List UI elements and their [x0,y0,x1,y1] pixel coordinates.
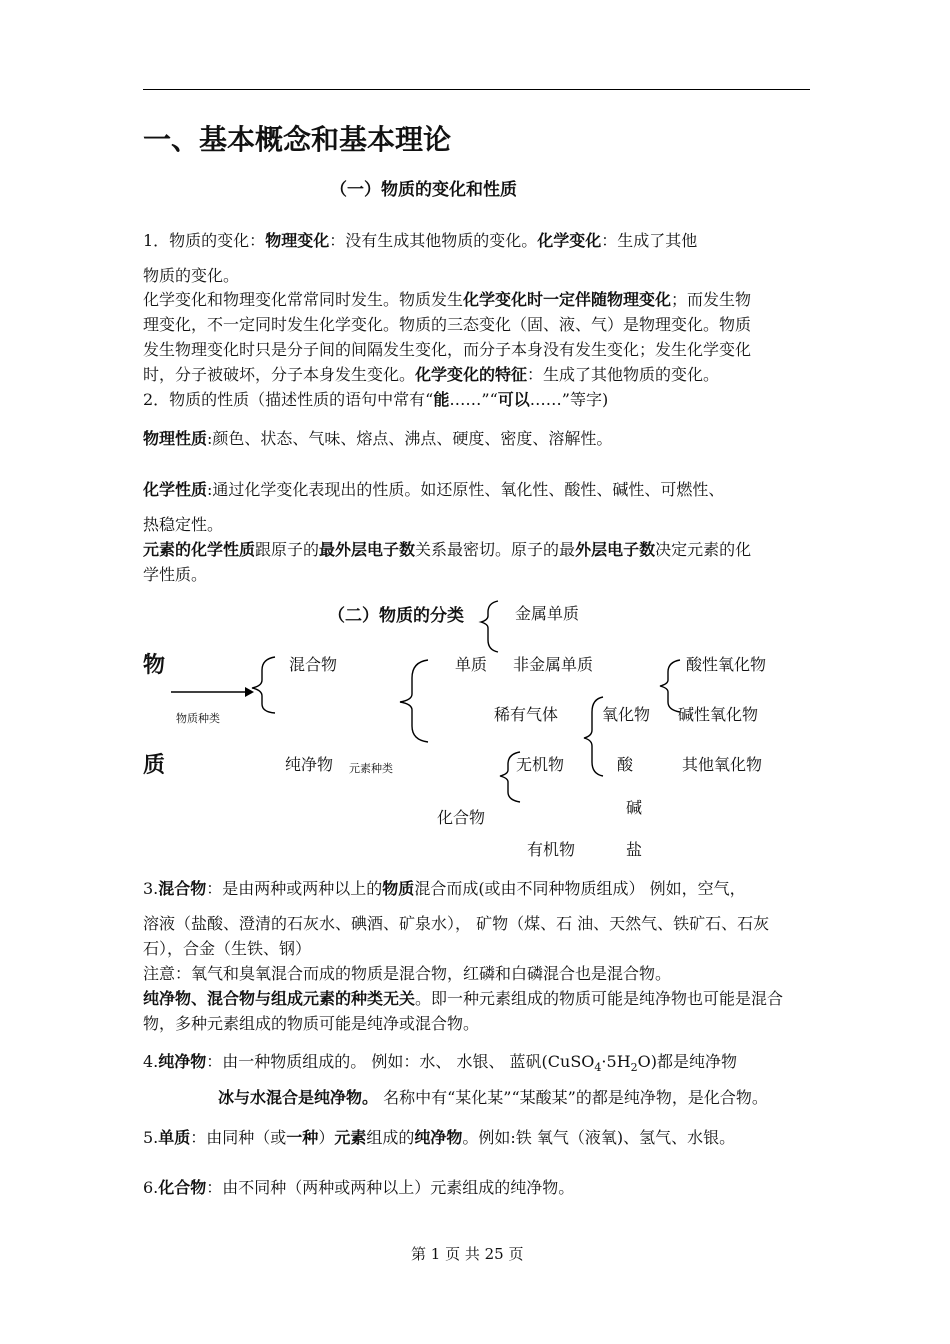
tree-acidic-oxide: 酸性氧化物 [686,655,767,674]
tree-acid: 酸 [617,755,634,774]
para-pure-line2: 冰与水混合是纯净物。 名称中有“某化某”“某酸某”的都是纯净物，是化合物。 [218,1088,768,1107]
para-relation-line4: 时，分子被破坏，分子本身发生变化。化学变化的特征：生成了其他物质的变化。 [143,365,720,384]
tree-base: 碱 [626,798,643,817]
para-compound: 6.化合物：由不同种（两种或两种以上）元素组成的纯净物。 [143,1178,575,1197]
brace-compound [500,752,520,802]
para-pure-line1: 4.纯净物：由一种物质组成的。 例如：水、 水银、 蓝矾$(CuSO_4\cdot 5H_2O)$都是纯净物 [143,1052,738,1075]
para-element-line1: 元素的化学性质跟原子的最外层电子数关系最密切。原子的最外层电子数决定元素的化 [143,540,752,559]
brace-oxide [660,660,680,712]
para-relation-line1: 化学变化和物理变化常常同时发生。物质发生化学变化时一定伴随物理变化；而发生物 [143,290,752,309]
arrow-icon [171,687,254,697]
para-physical-property: 物理性质:颜色、状态、气味、熔点、沸点、硬度、密度、溶解性。 [143,429,613,448]
para-element-line2: 学性质。 [143,565,208,584]
section-title-1: （一）物质的变化和性质 [330,180,517,200]
brace-level1 [252,657,275,713]
tree-by-kind: 物质种类 [176,712,220,725]
tree-basic-oxide: 碱性氧化物 [678,705,759,724]
tree-oxide: 氧化物 [602,705,651,724]
para-mixture-note: 注意：氧气和臭氧混合而成的物质是混合物，红磷和白磷混合也是混合物。 [143,964,672,983]
para-chemical-property: 化学性质:通过化学变化表现出的性质。如还原性、氧化性、酸性、碱性、可燃性、 [143,480,725,499]
tree-nonmetal: 非金属单质 [513,655,594,674]
para-mixture-line1: 3.混合物：是由两种或两种以上的物质混合而成(或由不同种物质组成） 例如，空气， [143,879,746,898]
tree-compound: 化合物 [437,808,486,827]
para-simple: 5.单质：由同种（或一种）元素组成的纯净物。例如:铁 氧气（液氧)、氢气、水银。 [143,1128,736,1147]
tree-mixture: 混合物 [289,655,338,674]
tree-zhi: 质 [143,753,166,778]
tree-pure: 纯净物 [285,755,334,774]
para-mixture-line3: 石），合金（生铁、钢） [143,939,312,958]
para-property-intro: 2．物质的性质（描述性质的语句中常有“能……”“可以……”等字) [143,390,609,409]
page-footer: 第 1 页 共 25 页 [411,1245,524,1263]
tree-wu: 物 [143,653,166,678]
tree-metal: 金属单质 [515,604,580,623]
brace-simple [481,601,498,652]
para-chemical-property-cont: 热稳定性。 [143,515,224,534]
tree-salt: 盐 [626,840,643,859]
tree-noble: 稀有气体 [494,705,559,724]
para-mixture-line2: 溶液（盐酸、澄清的石灰水、碘酒、矿泉水）， 矿物（煤、石 油、天然气、铁矿石、石灰 [143,914,770,933]
para-change-line1: 1．物质的变化：物理变化：没有生成其他物质的变化。化学变化：生成了其他 [143,231,698,250]
brace-inorganic [584,697,603,776]
tree-by-element: 元素种类 [349,762,393,775]
para-change-line2: 物质的变化。 [143,266,240,285]
section-title-2: （二）物质的分类 [328,606,464,626]
tree-simple: 单质 [455,655,488,674]
brace-pure [400,660,428,742]
para-relation-line3: 发生物理变化时只是分子间的间隔发生变化，而分子本身没有发生变化；发生化学变化 [143,340,752,359]
tree-inorganic: 无机物 [516,755,565,774]
para-mixture-line5: 纯净物、混合物与组成元素的种类无关。即一种元素组成的物质可能是纯净物也可能是混合 [143,989,784,1008]
para-relation-line2: 理变化，不一定同时发生化学变化。物质的三态变化（固、液、气）是物理变化。物质 [143,315,752,334]
page-heading: 一、基本概念和基本理论 [143,123,452,156]
tree-other-oxide: 其他氧化物 [682,755,763,774]
tree-organic: 有机物 [527,840,576,859]
para-mixture-line6: 物，多种元素组成的物质可能是纯净或混合物。 [143,1014,480,1033]
